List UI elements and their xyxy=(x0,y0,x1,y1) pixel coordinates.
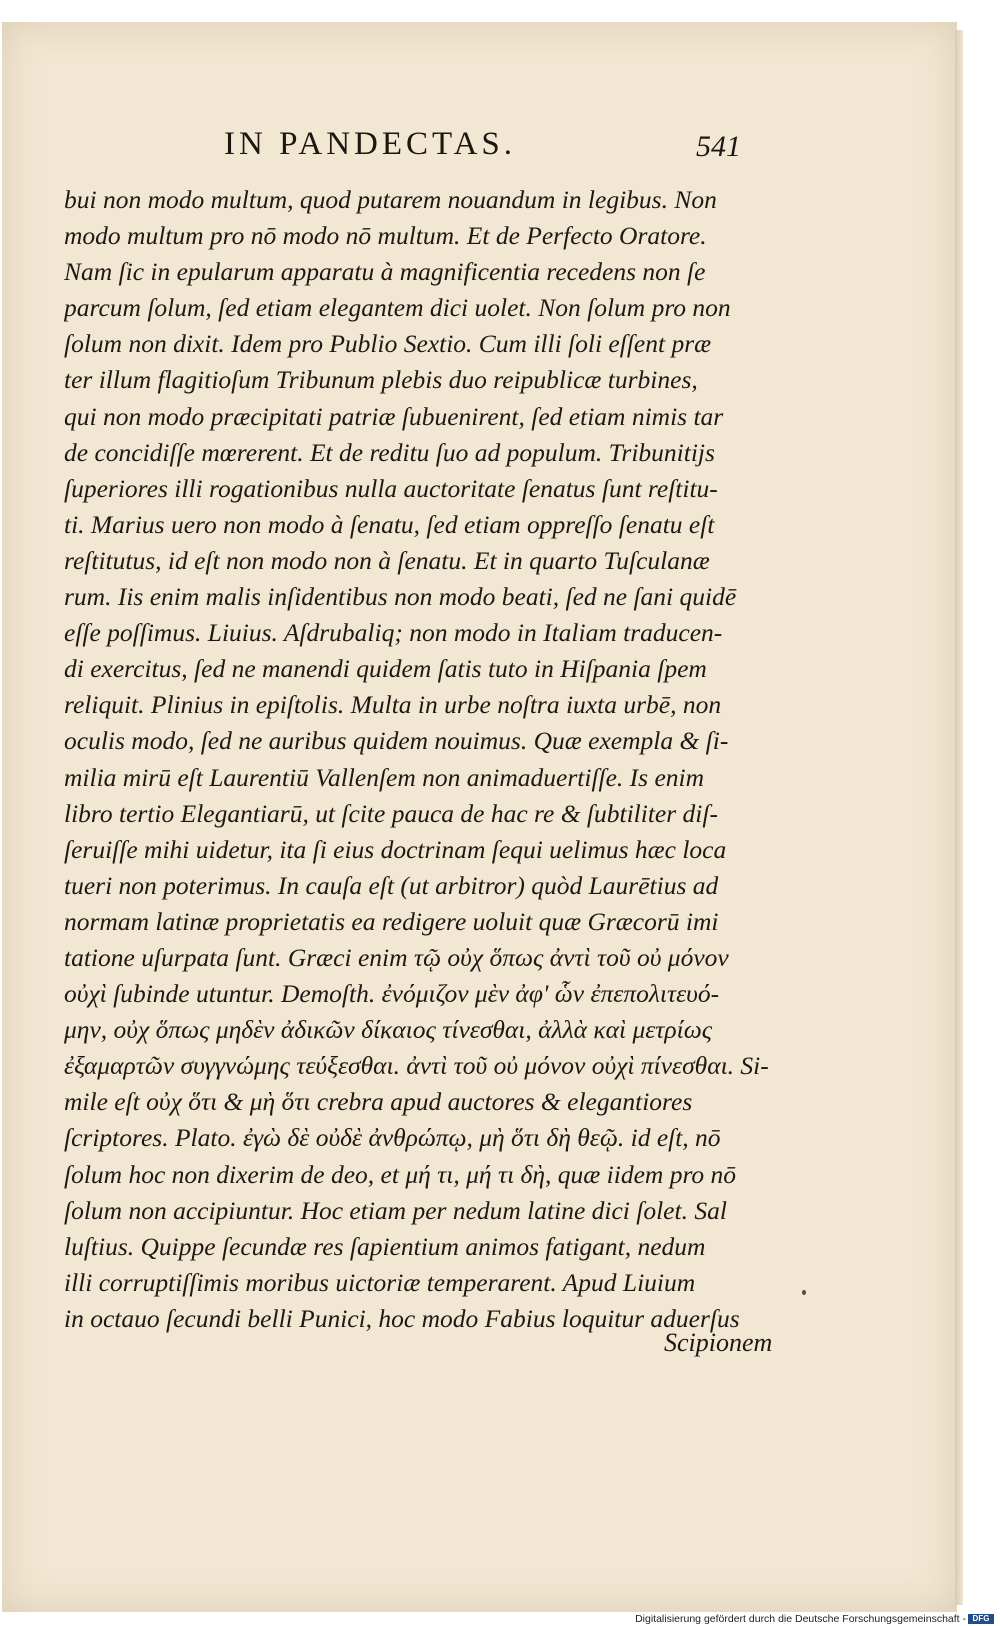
text-line: tatione uſurpata ſunt. Græci enim τῷ οὐχ ὅπως ἀντὶ τοῦ οὐ μόνον xyxy=(64,942,729,972)
digitization-footer xyxy=(0,1612,1000,1626)
text-line: milia mirū eſt Laurentiū Vallenſem non animaduertiſſe. Is enim xyxy=(64,762,705,792)
text-line: οὐχὶ ſubinde utuntur. Demoſth. ἐνόμιζον μὲν ἀφ' ὧν ἐπεπολιτευό- xyxy=(64,979,720,1009)
text-line: ter illum flagitioſum Tribunum plebis duo reipublicæ turbines, xyxy=(64,365,698,395)
text-line: qui non modo præcipitati patriæ ſubuenirent, ſed etiam nimis tar xyxy=(64,401,724,431)
text-line: ſeruiſſe mihi uidetur, ita ſi eius doctrinam ſequi uelimus hæc loca xyxy=(64,834,727,864)
funding-credit: Digitalisierung gefördert durch die Deutsche Forschungsgemeinschaft - xyxy=(635,1613,966,1625)
text-line: ἐξαμαρτῶν συγγνώμης τεύξεσθαι. ἀντὶ τοῦ οὐ μόνον οὐχὶ πίνεσθαι. Si- xyxy=(64,1051,769,1081)
text-line: reliquit. Plinius in epiſtolis. Multa in urbe noſtra iuxta urbē, non xyxy=(64,690,722,720)
ink-speck-mark xyxy=(802,1290,806,1295)
running-head xyxy=(2,122,957,172)
text-line: bui non modo multum, quod putarem nouandum in legibus. Non xyxy=(64,185,717,214)
text-line: reſtitutus, id eſt non modo non à ſenatu. Et in quarto Tuſculanæ xyxy=(64,545,710,575)
text-line: modo multum pro nō modo nō multum. Et de Perfecto Oratore. xyxy=(64,221,707,251)
text-line: μην, οὐχ ὅπως μηδὲν ἀδικῶν δίκαιος τίνεσθαι, ἀλλὰ καὶ μετρίως xyxy=(64,1015,713,1045)
text-line: tueri non poterimus. In cauſa eſt (ut arbitror) quòd Laurētius ad xyxy=(64,870,719,900)
text-line: oculis modo, ſed ne auribus quidem nouimus. Quæ exempla & ſi- xyxy=(64,726,729,756)
text-line: eſſe poſſimus. Liuius. Aſdrubaliq; non modo in Italiam traducen- xyxy=(64,618,723,648)
text-line: mile eſt οὐχ ὅτι & μὴ ὅτι crebra apud auctores & elegantiores xyxy=(64,1087,693,1117)
text-line: ſolum non dixit. Idem pro Publio Sextio. Cum illi ſoli eſſent præ xyxy=(64,329,712,359)
dfg-logo-icon: DFG xyxy=(968,1614,994,1624)
text-line: ſolum non accipiuntur. Hoc etiam per nedum latine dici ſolet. Sal xyxy=(64,1195,727,1225)
text-line: in octauo ſecundi belli Punici, hoc modo Fabius loquitur aduerſus xyxy=(64,1303,740,1333)
text-line: de concidiſſe mœrerent. Et de reditu ſuo ad populum. Tribunitijs xyxy=(64,437,715,467)
text-line: parcum ſolum, ſed etiam elegantem dici uolet. Non ſolum pro non xyxy=(64,293,731,323)
text-line: ſcriptores. Plato. ἐγὼ δὲ οὐδὲ ἀνθρώπῳ, μὴ ὅτι δὴ θεῷ. id eſt, nō xyxy=(64,1123,721,1153)
text-line: luſtius. Quippe ſecundæ res ſapientium animos fatigant, nedum xyxy=(64,1231,706,1261)
book-page xyxy=(2,22,957,1612)
text-line: libro tertio Elegantiarū, ut ſcite pauca de hac re & ſubtiliter diſ- xyxy=(64,798,718,828)
text-line: di exercitus, ſed ne manendi quidem ſatis tuto in Hiſpania ſpem xyxy=(64,654,707,684)
text-line: ſolum hoc non dixerim de deo, et μή τι, μή τι δὴ, quæ iidem pro nō xyxy=(64,1159,737,1189)
text-line: illi corruptiſſimis moribus uictoriæ temperarent. Apud Liuium xyxy=(64,1267,696,1297)
text-line: ſuperiores illi rogationibus nulla auctoritate ſenatus ſunt reſtitu- xyxy=(64,473,718,503)
running-head-title: IN PANDECTAS. xyxy=(224,126,517,162)
catchword: Scipionem xyxy=(664,1328,773,1357)
body-text xyxy=(64,182,794,1337)
text-line: ti. Marius uero non modo à ſenatu, ſed etiam oppreſſo ſenatu eſt xyxy=(64,509,715,539)
text-line: Nam ſic in epularum apparatu à magnificentia recedens non ſe xyxy=(64,257,706,287)
page-edge-shadow xyxy=(955,30,963,1605)
text-line: normam latinæ proprietatis ea redigere uoluit quæ Græcorū imi xyxy=(64,906,719,936)
text-line: rum. Iis enim malis inſidentibus non modo beati, ſed ne ſani quidē xyxy=(64,582,737,612)
page-number: 541 xyxy=(696,130,741,163)
